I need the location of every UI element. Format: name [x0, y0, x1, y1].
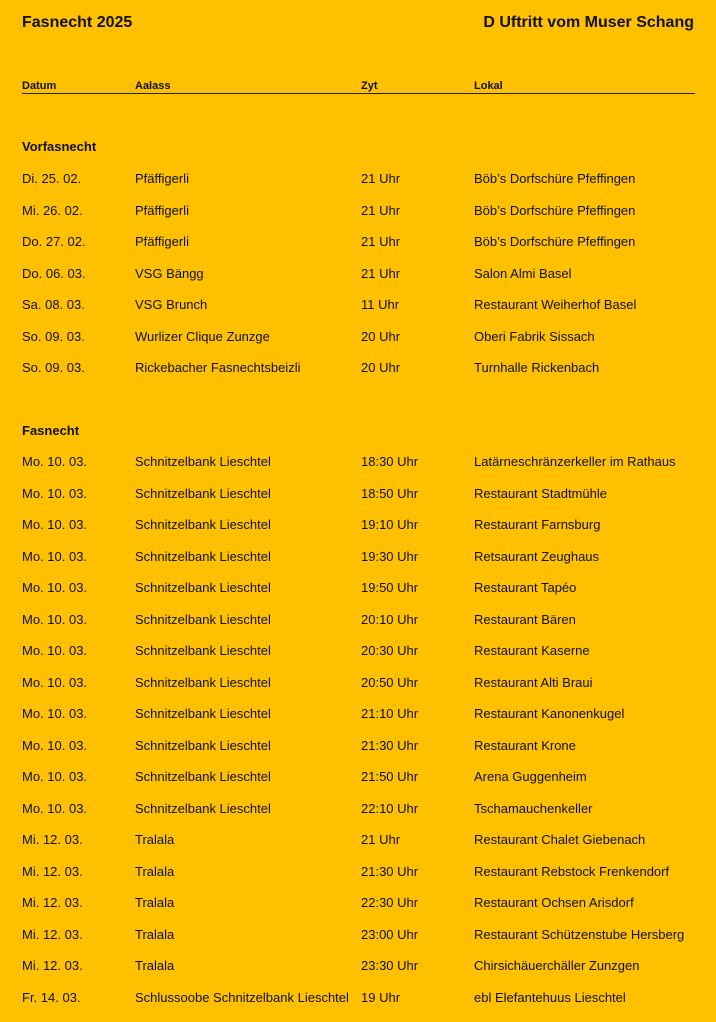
cell-date: So. 09. 03.	[22, 328, 85, 344]
section-rows-vorfasnecht	[22, 171, 695, 392]
cell-date: Mi. 12. 03.	[22, 926, 83, 942]
cell-venue: Böb’s Dorfschüre Pfeffingen	[474, 234, 636, 249]
cell-date: Mi. 12. 03.	[22, 895, 83, 910]
cell-date: Mo. 10. 03.	[22, 580, 88, 595]
table-row	[22, 612, 695, 644]
cell-venue: Restaurant Schützenstube Hersberg	[474, 926, 685, 942]
table-row	[22, 203, 695, 235]
cell-date: So. 09. 03.	[22, 360, 85, 375]
cell-event: Tralala	[135, 926, 175, 942]
cell-date: Fr. 14. 03.	[22, 989, 81, 1005]
cell-date: Mi. 12. 03.	[22, 832, 83, 847]
cell-time: 20:30 Uhr	[361, 643, 419, 658]
column-header-date: Datum	[22, 80, 57, 92]
table-row	[22, 549, 695, 581]
cell-time: 20:50 Uhr	[361, 674, 419, 690]
cell-time: 21 Uhr	[361, 171, 401, 186]
cell-time: 23:00 Uhr	[361, 926, 419, 942]
table-row	[22, 675, 695, 707]
cell-venue: Latärneschränzerkeller im Rathaus	[474, 454, 676, 469]
cell-time: 21 Uhr	[361, 234, 401, 249]
cell-event: Schnitzelbank Lieschtel	[135, 800, 271, 816]
cell-date: Mo. 10. 03.	[22, 706, 88, 721]
cell-date: Mo. 10. 03.	[22, 674, 88, 690]
table-row	[22, 895, 695, 927]
cell-event: Pfäffigerli	[135, 171, 189, 186]
column-header-event: Aalass	[135, 80, 171, 92]
table-row	[22, 329, 695, 361]
cell-date: Mo. 10. 03.	[22, 643, 88, 658]
cell-event: Schnitzelbank Lieschtel	[135, 611, 271, 627]
cell-date: Do. 06. 03.	[22, 265, 86, 281]
section-title-fasnecht: Fasnecht	[22, 423, 80, 438]
cell-event: Schlussoobe Schnitzelbank Lieschtel	[135, 989, 349, 1005]
cell-event: Schnitzelbank Lieschtel	[135, 454, 271, 469]
cell-event: VSG Bängg	[135, 265, 204, 281]
table-row	[22, 643, 695, 675]
cell-event: VSG Brunch	[135, 297, 208, 312]
cell-venue: Restaurant Tapéo	[474, 580, 577, 595]
cell-time: 20 Uhr	[361, 360, 401, 375]
cell-time: 21 Uhr	[361, 202, 401, 218]
cell-event: Rickebacher Fasnechtsbeizli	[135, 360, 301, 375]
table-header	[22, 80, 695, 94]
cell-event: Tralala	[135, 958, 175, 973]
cell-time: 21 Uhr	[361, 265, 401, 281]
table-row	[22, 171, 695, 203]
table-row	[22, 864, 695, 896]
cell-event: Schnitzelbank Lieschtel	[135, 737, 271, 753]
table-row	[22, 927, 695, 959]
cell-date: Mi. 26. 02.	[22, 202, 83, 218]
cell-time: 21:30 Uhr	[361, 863, 419, 879]
cell-venue: Böb’s Dorfschüre Pfeffingen	[474, 171, 636, 186]
table-row	[22, 517, 695, 549]
table-row	[22, 769, 695, 801]
cell-venue: Retsaurant Zeughaus	[474, 548, 600, 564]
cell-venue: Restaurant Kanonenkugel	[474, 706, 625, 721]
cell-date: Mo. 10. 03.	[22, 485, 88, 501]
cell-venue: Restaurant Farnsburg	[474, 517, 601, 532]
cell-event: Tralala	[135, 863, 175, 879]
document-subtitle: D Uftritt vom Muser Schang	[483, 14, 694, 31]
cell-time: 11 Uhr	[361, 297, 400, 312]
cell-date: Mo. 10. 03.	[22, 611, 88, 627]
table-row	[22, 706, 695, 738]
table-row	[22, 297, 695, 329]
cell-event: Pfäffigerli	[135, 234, 189, 249]
cell-venue: Restaurant Chalet Giebenach	[474, 832, 646, 847]
cell-venue: Salon Almi Basel	[474, 265, 572, 281]
cell-event: Pfäffigerli	[135, 202, 189, 218]
cell-time: 20:10 Uhr	[361, 611, 419, 627]
section-rows-fasnecht	[22, 454, 695, 1021]
cell-date: Mi. 12. 03.	[22, 958, 83, 973]
cell-event: Tralala	[135, 832, 175, 847]
cell-venue: Restaurant Stadtmühle	[474, 485, 607, 501]
column-header-venue: Lokal	[474, 80, 503, 92]
cell-time: 18:30 Uhr	[361, 454, 419, 469]
column-header-time: Zyt	[361, 80, 378, 92]
cell-event: Schnitzelbank Lieschtel	[135, 517, 271, 532]
cell-venue: Arena Guggenheim	[474, 769, 587, 784]
document-title: Fasnecht 2025	[22, 14, 133, 31]
table-row	[22, 990, 695, 1022]
cell-venue: Restaurant Weiherhof Basel	[474, 297, 637, 312]
table-row	[22, 832, 695, 864]
table-row	[22, 266, 695, 298]
cell-venue: ebl Elefantehuus Lieschtel	[474, 989, 626, 1005]
cell-date: Do. 27. 02.	[22, 234, 86, 249]
cell-time: 23:30 Uhr	[361, 958, 419, 973]
cell-venue: Restaurant Alti Braui	[474, 674, 593, 690]
table-row	[22, 360, 695, 392]
cell-venue: Restaurant Kaserne	[474, 643, 590, 658]
cell-event: Schnitzelbank Lieschtel	[135, 706, 271, 721]
cell-time: 22:10 Uhr	[361, 800, 419, 816]
cell-time: 18:50 Uhr	[361, 485, 419, 501]
cell-date: Mo. 10. 03.	[22, 548, 88, 564]
table-row	[22, 486, 695, 518]
cell-venue: Restaurant Bären	[474, 611, 576, 627]
cell-venue: Restaurant Rebstock Frenkendorf	[474, 863, 670, 879]
table-row	[22, 580, 695, 612]
cell-time: 20 Uhr	[361, 328, 401, 344]
cell-date: Mo. 10. 03.	[22, 737, 88, 753]
cell-time: 21:50 Uhr	[361, 769, 419, 784]
cell-date: Di. 25. 02.	[22, 171, 82, 186]
cell-venue: Restaurant Krone	[474, 737, 576, 753]
cell-event: Wurlizer Clique Zunzge	[135, 328, 270, 344]
cell-event: Schnitzelbank Lieschtel	[135, 580, 271, 595]
cell-date: Mo. 10. 03.	[22, 769, 88, 784]
cell-date: Mo. 10. 03.	[22, 800, 88, 816]
cell-venue: Restaurant Ochsen Arisdorf	[474, 895, 634, 910]
cell-date: Sa. 08. 03.	[22, 297, 85, 312]
cell-date: Mo. 10. 03.	[22, 517, 88, 532]
cell-time: 19:10 Uhr	[361, 517, 419, 532]
table-row	[22, 454, 695, 486]
cell-time: 19:50 Uhr	[361, 580, 419, 595]
cell-time: 21 Uhr	[361, 832, 401, 847]
table-row	[22, 234, 695, 266]
cell-event: Schnitzelbank Lieschtel	[135, 548, 271, 564]
cell-event: Schnitzelbank Lieschtel	[135, 485, 271, 501]
cell-venue: Turnhalle Rickenbach	[474, 360, 600, 375]
section-title-vorfasnecht: Vorfasnecht	[22, 139, 97, 154]
cell-time: 19 Uhr	[361, 989, 401, 1005]
cell-time: 22:30 Uhr	[361, 895, 419, 910]
table-row	[22, 958, 695, 990]
cell-time: 21:10 Uhr	[361, 706, 419, 721]
cell-event: Tralala	[135, 895, 175, 910]
cell-time: 21:30 Uhr	[361, 737, 419, 753]
cell-venue: Chirsichäuerchäller Zunzgen	[474, 958, 640, 973]
cell-event: Schnitzelbank Lieschtel	[135, 769, 271, 784]
table-row	[22, 738, 695, 770]
table-row	[22, 801, 695, 833]
cell-event: Schnitzelbank Lieschtel	[135, 674, 271, 690]
cell-date: Mi. 12. 03.	[22, 863, 83, 879]
cell-venue: Böb’s Dorfschüre Pfeffingen	[474, 202, 636, 218]
cell-event: Schnitzelbank Lieschtel	[135, 643, 271, 658]
cell-time: 19:30 Uhr	[361, 548, 419, 564]
cell-venue: Oberi Fabrik Sissach	[474, 328, 595, 344]
cell-venue: Tschamauchenkeller	[474, 800, 593, 816]
cell-date: Mo. 10. 03.	[22, 454, 88, 469]
